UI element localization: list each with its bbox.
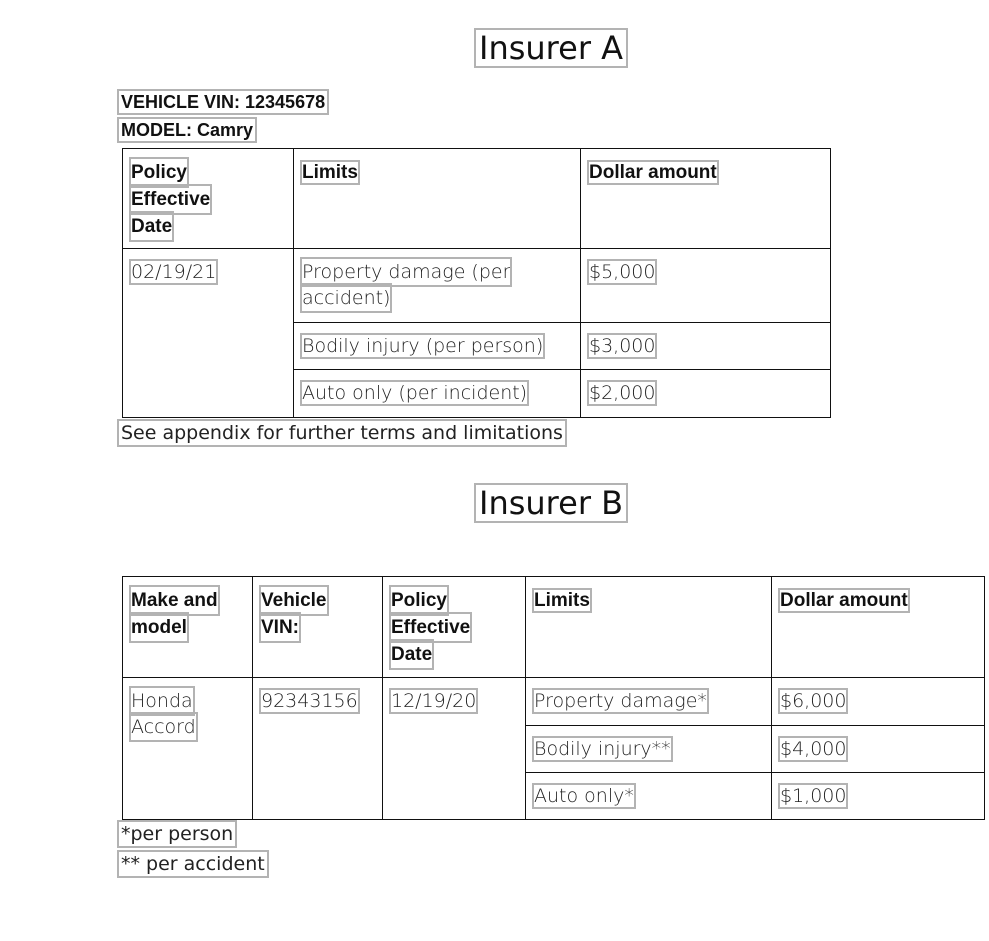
header-text: Limits [302,162,358,183]
insurer-a-policy-table [122,148,831,418]
effective-date-value: 12/19/20 [391,690,477,712]
header-line: Policy [391,587,447,614]
footnote-per-accident: ** per accident [121,853,265,875]
table-header-row [123,577,985,678]
header-line: model [131,614,187,641]
header-line: Effective [131,186,210,213]
limit-value: Bodily injury (per person) [302,335,544,357]
amount-value: $3,000 [589,335,656,357]
limit-line: accident) [302,287,391,309]
make-model-cell [123,678,253,820]
header-text: Limits [534,590,590,611]
insurer-b-title: Insurer B [476,485,626,521]
limit-cell [526,773,772,820]
amount-cell [772,726,985,773]
header-line: Vehicle [261,587,327,614]
amount-cell [581,249,831,323]
amount-value: $2,000 [589,382,656,404]
header-line: Date [391,641,432,668]
vin-cell [253,678,383,820]
header-dollar-amount [772,577,985,678]
header-dollar-amount [581,149,831,249]
amount-value: $1,000 [780,785,847,807]
amount-value: $6,000 [780,690,847,712]
vehicle-vin-label: VEHICLE VIN: 12345678 [121,92,326,112]
header-line: VIN: [261,614,299,641]
header-limits [526,577,772,678]
vehicle-model-label: MODEL: Camry [121,120,254,140]
limit-cell [526,726,772,773]
header-line: Make and [131,587,218,614]
effective-date-cell [123,249,294,418]
header-line: Policy [131,159,187,186]
effective-date-cell [383,678,526,820]
table-row [123,249,831,323]
limit-line: Property damage (per [302,261,511,283]
appendix-footnote: See appendix for further terms and limitations [121,422,563,444]
header-line: Effective [391,614,470,641]
header-line: Date [131,213,172,240]
header-text: Dollar amount [589,162,717,183]
limit-value: Auto only (per incident) [302,382,528,404]
amount-cell [581,323,831,370]
header-effective-date [383,577,526,678]
amount-value: $4,000 [780,738,847,760]
table-row [123,678,985,726]
insurer-a-title: Insurer A [476,30,626,66]
limit-value: Bodily injury** [534,738,671,760]
limit-cell [294,249,581,323]
limit-cell [294,323,581,370]
amount-cell [772,773,985,820]
limit-cell [526,678,772,726]
limit-cell [294,370,581,418]
table-header-row [123,149,831,249]
header-effective-date [123,149,294,249]
amount-value: $5,000 [589,261,656,283]
insurer-b-policy-table [122,576,985,820]
footnote-per-person: *per person [121,823,234,845]
header-limits [294,149,581,249]
header-text: Dollar amount [780,590,908,611]
limit-value: Auto only* [534,785,634,807]
effective-date-value: 02/19/21 [131,261,217,283]
make-model-line: Accord [131,716,196,738]
amount-cell [772,678,985,726]
make-model-line: Honda [131,690,193,712]
amount-cell [581,370,831,418]
header-vehicle-vin [253,577,383,678]
header-make-model [123,577,253,678]
limit-value: Property damage* [534,690,707,712]
vin-value: 92343156 [261,690,358,712]
